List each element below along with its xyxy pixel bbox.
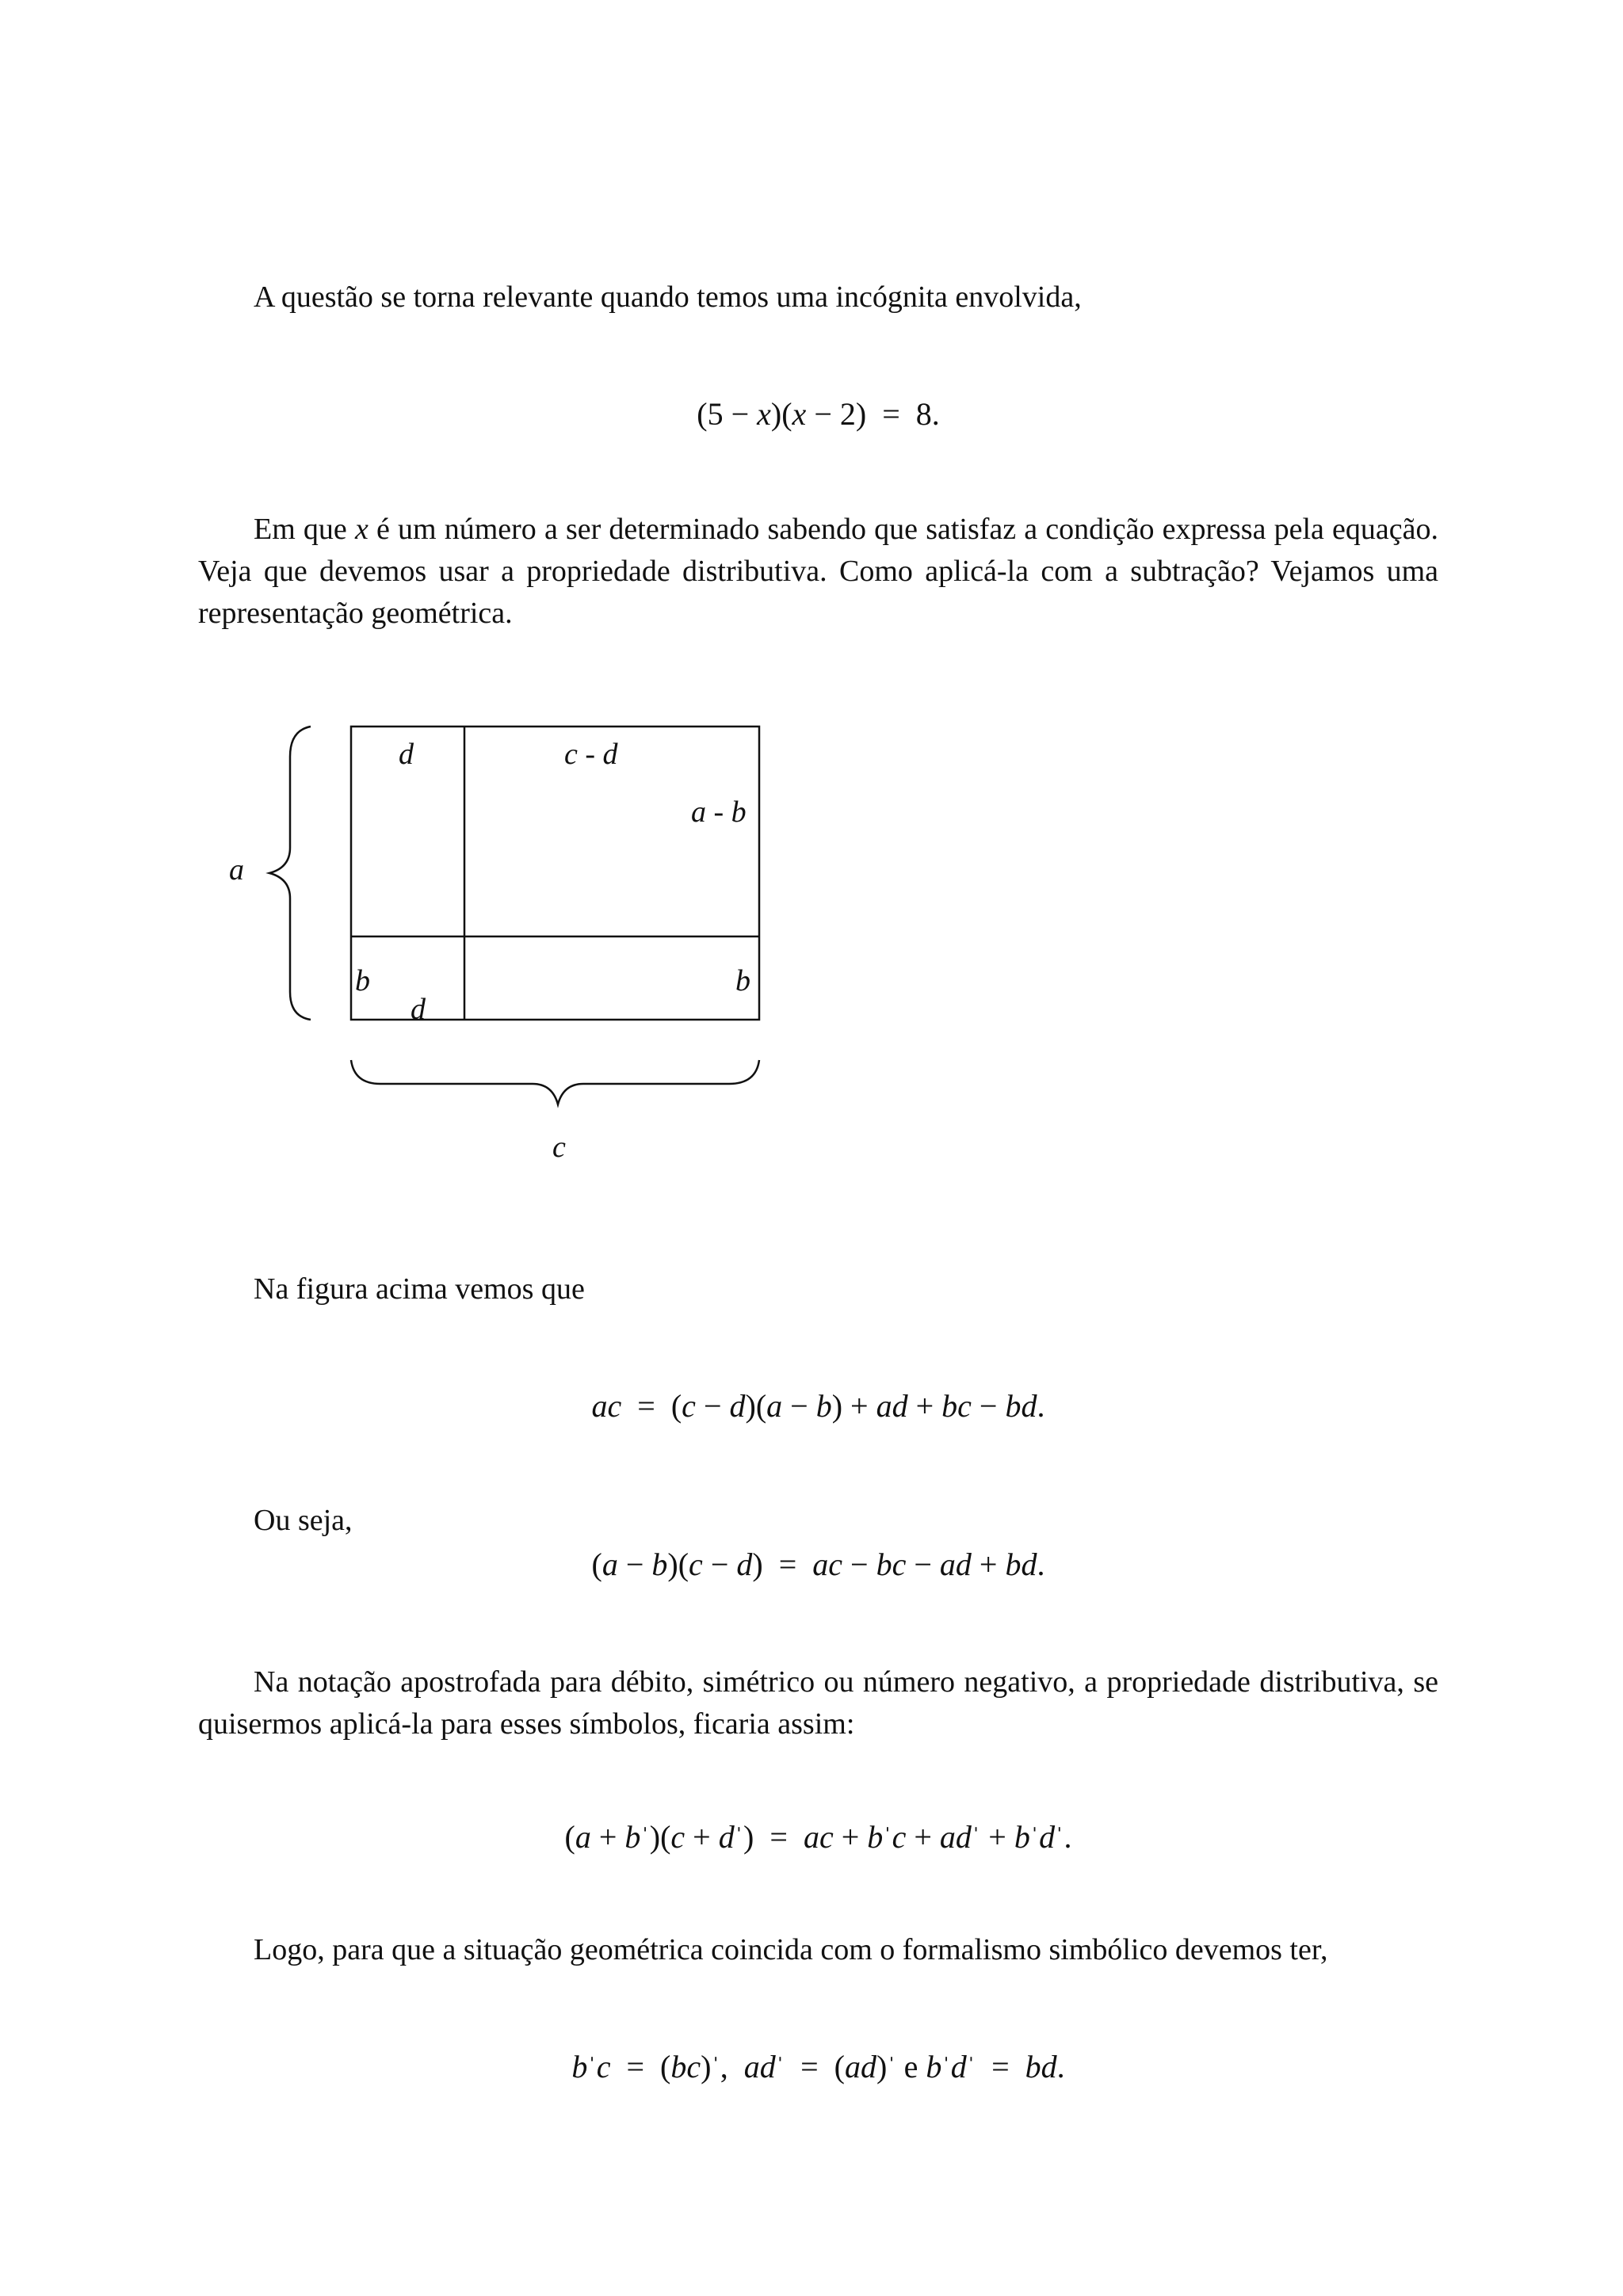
paragraph-conclusion: Logo, para que a situação geométrica coincida com o formalismo simbólico devemos ter,	[254, 1933, 1328, 1966]
paragraph-intro: A questão se torna relevante quando temos uma incógnita envolvida,	[254, 280, 1082, 314]
equation-2-content: ac = (c − d)(a − b) + ad + bc − bd.	[591, 1388, 1045, 1424]
variable-x: x	[354, 513, 369, 546]
label-c: c	[552, 1131, 566, 1164]
label-a-minus-b: a - b	[691, 795, 747, 829]
paragraph-ou-seja: Ou seja,	[254, 1504, 353, 1537]
label-c-minus-d: c - d	[564, 738, 618, 771]
label-b-left: b	[355, 964, 370, 997]
equation-1-content: (5 − x)(x − 2) = 8.	[697, 396, 940, 432]
equation-4-content: (a + bˈ)(c + dˈ) = ac + bˈc + adˈ + bˈdˈ.	[564, 1819, 1072, 1855]
and-word: e	[903, 2049, 918, 2084]
paragraph-explanation-start: Em que	[254, 513, 355, 546]
equation-4	[198, 1817, 1438, 1859]
label-a: a	[229, 853, 244, 887]
equation-3-content: (a − b)(c − d) = ac − bc − ad + bd.	[591, 1547, 1045, 1582]
left-brace	[269, 727, 311, 1020]
label-d-top: d	[399, 738, 414, 771]
label-d-bottom: d	[411, 993, 426, 1026]
paragraph-explanation-rest: é um número a ser determinado sabendo que satisfaz a condição expressa pela equação. Veja que devemos usar a propriedade distributiva. Como aplicá-la com a subtração? Vejamos uma representação geométrica.	[198, 513, 1439, 630]
equation-2	[198, 1386, 1438, 1426]
paragraph-notation: Na notação apostrofada para débito, simétrico ou número negativo, a propriedade distributiva, se quisermos aplicá-la para esses símbolos, ficaria assim:	[198, 1665, 1438, 1741]
bottom-brace	[351, 1060, 759, 1104]
equation-5	[198, 2047, 1438, 2089]
label-b-right: b	[735, 964, 750, 997]
paragraph-figure: Na figura acima vemos que	[254, 1272, 585, 1306]
equation-5-content: bˈc = (bc)ˈ, adˈ = (ad)ˈ e bˈdˈ = bd.	[571, 2049, 1065, 2084]
equation-3	[198, 1545, 1438, 1585]
